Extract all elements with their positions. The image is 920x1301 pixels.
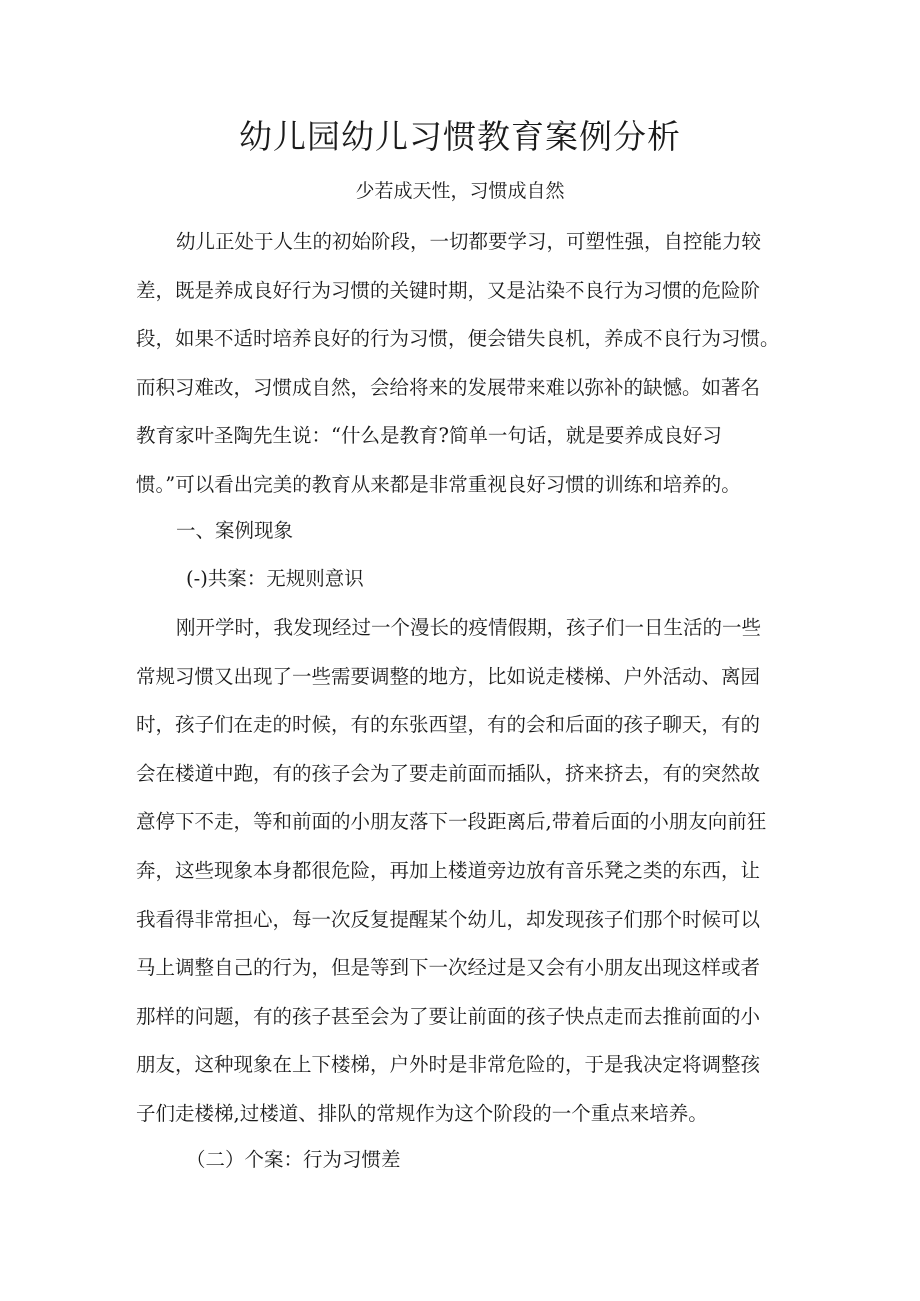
case-paragraph — [136, 604, 796, 1139]
paragraph-line: 那样的问题，有的孩子甚至会为了要让前面的孩子快点走而去推前面的小 — [136, 1004, 761, 1028]
paragraph-line: 差，既是养成良好行为习惯的关键时期，又是沾染不良行为习惯的危险阶 — [136, 278, 761, 302]
paragraph-line: 子们走楼梯,过楼道、排队的常规作为这个阶段的一个重点来培养。 — [136, 1101, 708, 1125]
intro-paragraph — [136, 218, 796, 510]
paragraph-line: 朋友，这种现象在上下楼梯，户外时是非常危险的，于是我决定将调整孩 — [136, 1053, 761, 1077]
paragraph-line: 我看得非常担心，每一次反复提醒某个幼儿，却发现孩子们那个时候可以 — [136, 907, 761, 931]
section-heading: 一、案例现象 — [176, 519, 294, 542]
paragraph-line: 会在楼道中跑，有的孩子会为了要走前面而插队，挤来挤去，有的突然故 — [136, 761, 761, 785]
paragraph-line: 马上调整自己的行为，但是等到下一次经过是又会有小朋友出现这样或者 — [136, 956, 761, 980]
document-title: 幼儿园幼儿习惯教育案例分析 — [239, 117, 681, 156]
document-subtitle: 少若成天性，习惯成自然 — [355, 180, 565, 202]
paragraph-line: 惯。”可以看出完美的教育从来都是非常重视良好习惯的训练和培养的。 — [136, 472, 741, 496]
paragraph-line: 教育家叶圣陶先生说：“什么是教育?简单一句话，就是要养成良好习 — [136, 424, 722, 448]
subsection-heading: （二）个案：行为习惯差 — [186, 1148, 401, 1171]
paragraph-line: 时，孩子们在走的时候，有的东张西望，有的会和后面的孩子聊天，有的 — [136, 713, 761, 737]
paragraph-line: 常规习惯又出现了一些需要调整的地方，比如说走楼梯、户外活动、离园 — [136, 664, 761, 688]
paragraph-line: 刚开学时，我发现经过一个漫长的疫情假期，孩子们一日生活的一些 — [176, 616, 762, 639]
paragraph-line: 幼儿正处于人生的初始阶段，一切都要学习，可塑性强，自控能力较 — [176, 230, 762, 253]
paragraph-line: 而积习难改，习惯成自然，会给将来的发展带来难以弥补的缺憾。如著名 — [136, 375, 761, 399]
paragraph-line: 意停下不走，等和前面的小朋友落下一段距离后,带着后面的小朋友向前狂 — [136, 810, 767, 834]
paragraph-line: 段，如果不适时培养良好的行为习惯，便会错失良机，养成不良行为习惯。 — [136, 327, 780, 351]
subsection-heading: (-)共案：无规则意识 — [186, 567, 364, 590]
paragraph-line: 奔，这些现象本身都很危险，再加上楼道旁边放有音乐凳之类的东西，让 — [136, 858, 761, 882]
